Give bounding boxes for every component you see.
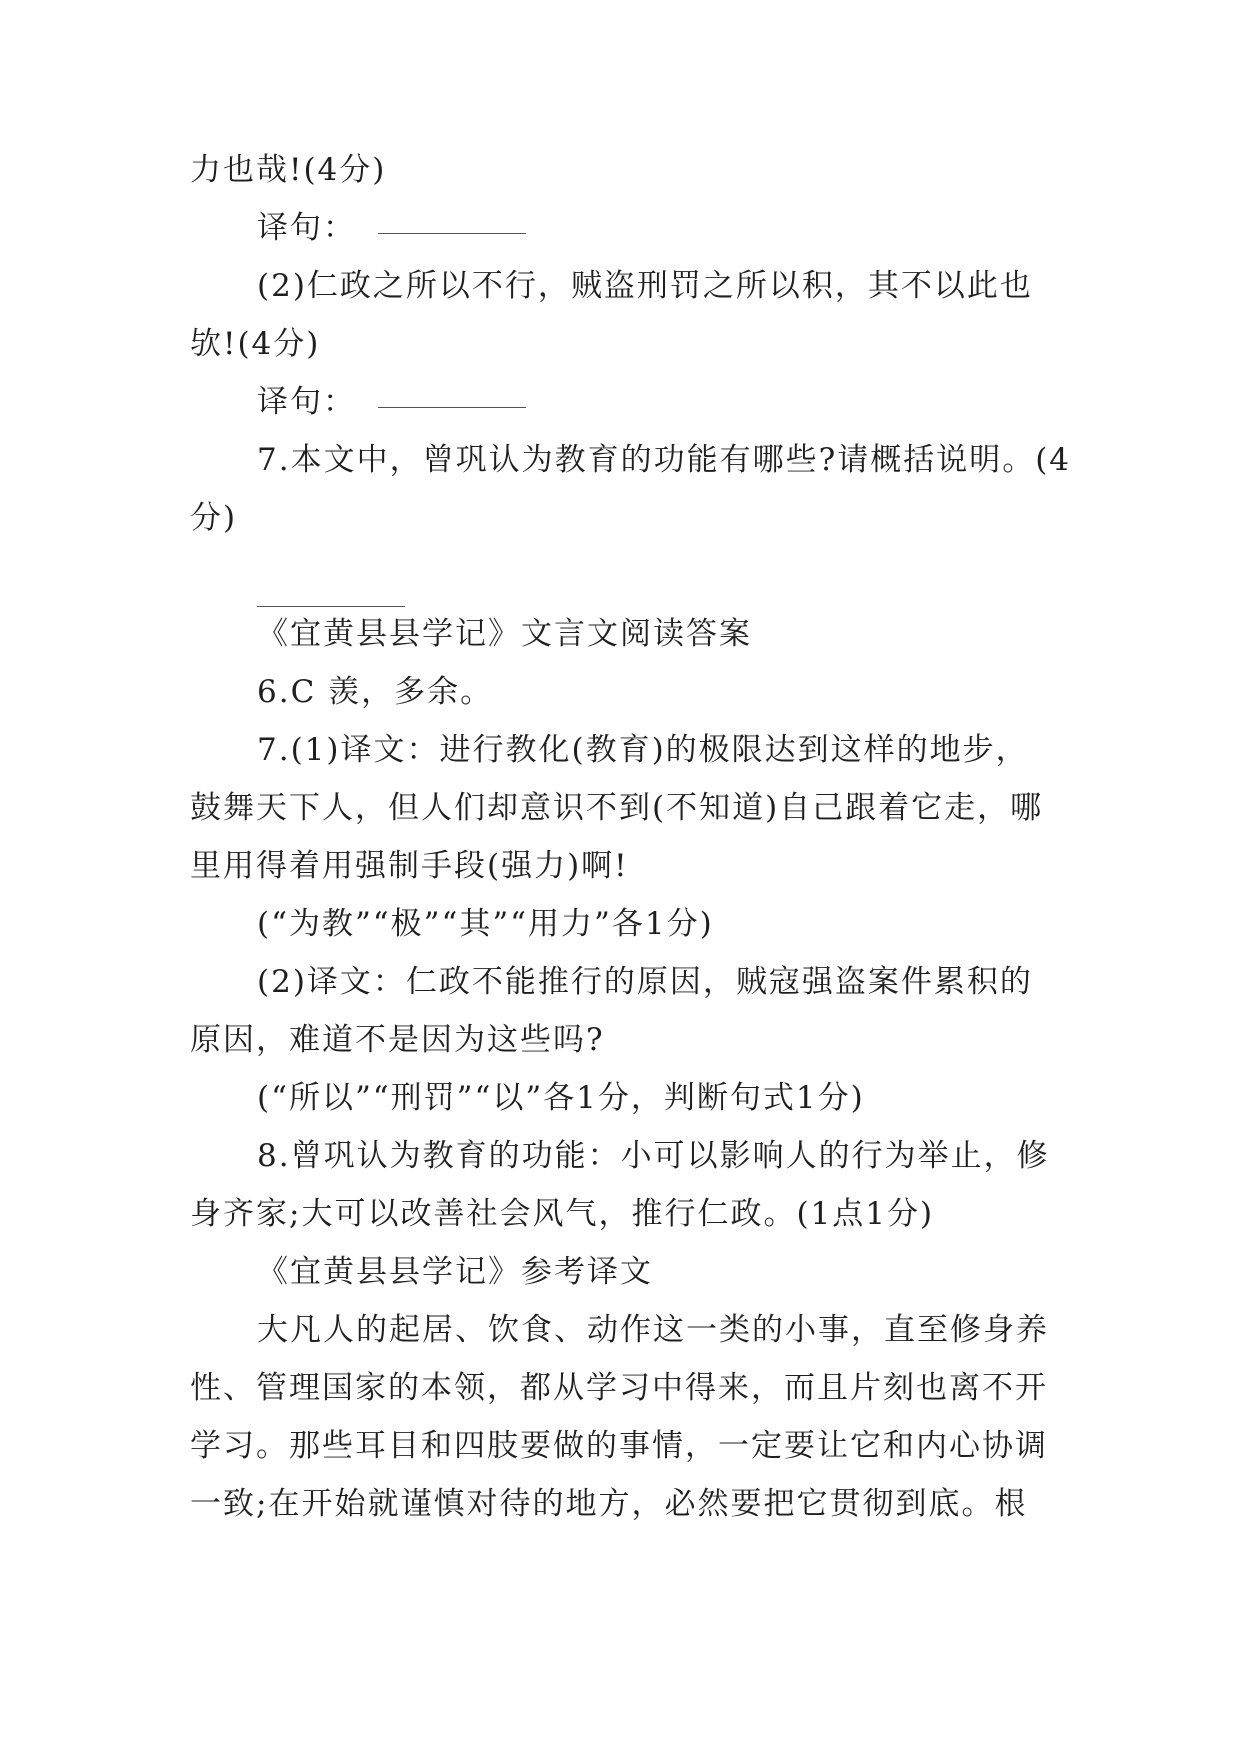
prompt-label: 译句：: [257, 384, 356, 420]
translation-text: 学习。那些耳目和四肢要做的事情，一定要让它和内心协调: [190, 1428, 1048, 1464]
prompt-label: 译句：: [257, 210, 356, 246]
answer-text: 7.(1)译文：进行教化(教育)的极限达到这样的地步，: [257, 732, 1029, 768]
answer-text: 鼓舞天下人，但人们却意识不到(不知道)自己跟着它走，哪: [190, 790, 1044, 826]
section-heading: 《宜黄县县学记》文言文阅读答案: [257, 616, 752, 652]
scoring-note: (“为教”“极”“其”“用力”各1分): [257, 906, 714, 942]
answer-text: 原因，难道不是因为这些吗?: [190, 1022, 605, 1058]
translation-text: 大凡人的起居、饮食、动作这一类的小事，直至修身养: [257, 1312, 1049, 1348]
translation-text: 一致;在开始就谨慎对待的地方，必然要把它贯彻到底。根: [190, 1486, 1028, 1522]
scoring-note: (“所以”“刑罚”“以”各1分，判断句式1分): [257, 1080, 865, 1116]
text-line: 力也哉!(4分): [190, 152, 387, 188]
answer-text: (2)译文：仁政不能推行的原因，贼寇强盗案件累积的: [257, 964, 1033, 1000]
question-text: 7.本文中，曾巩认为教育的功能有哪些?请概括说明。(4: [257, 442, 1072, 478]
answer-blank: [378, 406, 526, 408]
translation-prompt: [257, 208, 526, 248]
text-line: (2)仁政之所以不行，贼盗刑罚之所以积，其不以此也: [257, 268, 1033, 304]
answer-blank: [257, 606, 405, 607]
answer-blank: [378, 232, 526, 234]
answer-text: 里用得着用强制手段(强力)啊!: [190, 848, 629, 884]
answer-text: 6.C 羡，多余。: [257, 674, 494, 710]
text-line: 欤!(4分): [190, 326, 321, 362]
answer-text: 身齐家;大可以改善社会风气，推行仁政。(1点1分): [190, 1196, 935, 1232]
section-heading: 《宜黄县县学记》参考译文: [257, 1254, 653, 1290]
translation-prompt: [257, 382, 526, 422]
text-line: 分): [190, 500, 238, 536]
answer-text: 8.曾巩认为教育的功能：小可以影响人的行为举止，修: [257, 1138, 1050, 1174]
translation-text: 性、管理国家的本领，都从学习中得来，而且片刻也离不开: [190, 1370, 1048, 1406]
